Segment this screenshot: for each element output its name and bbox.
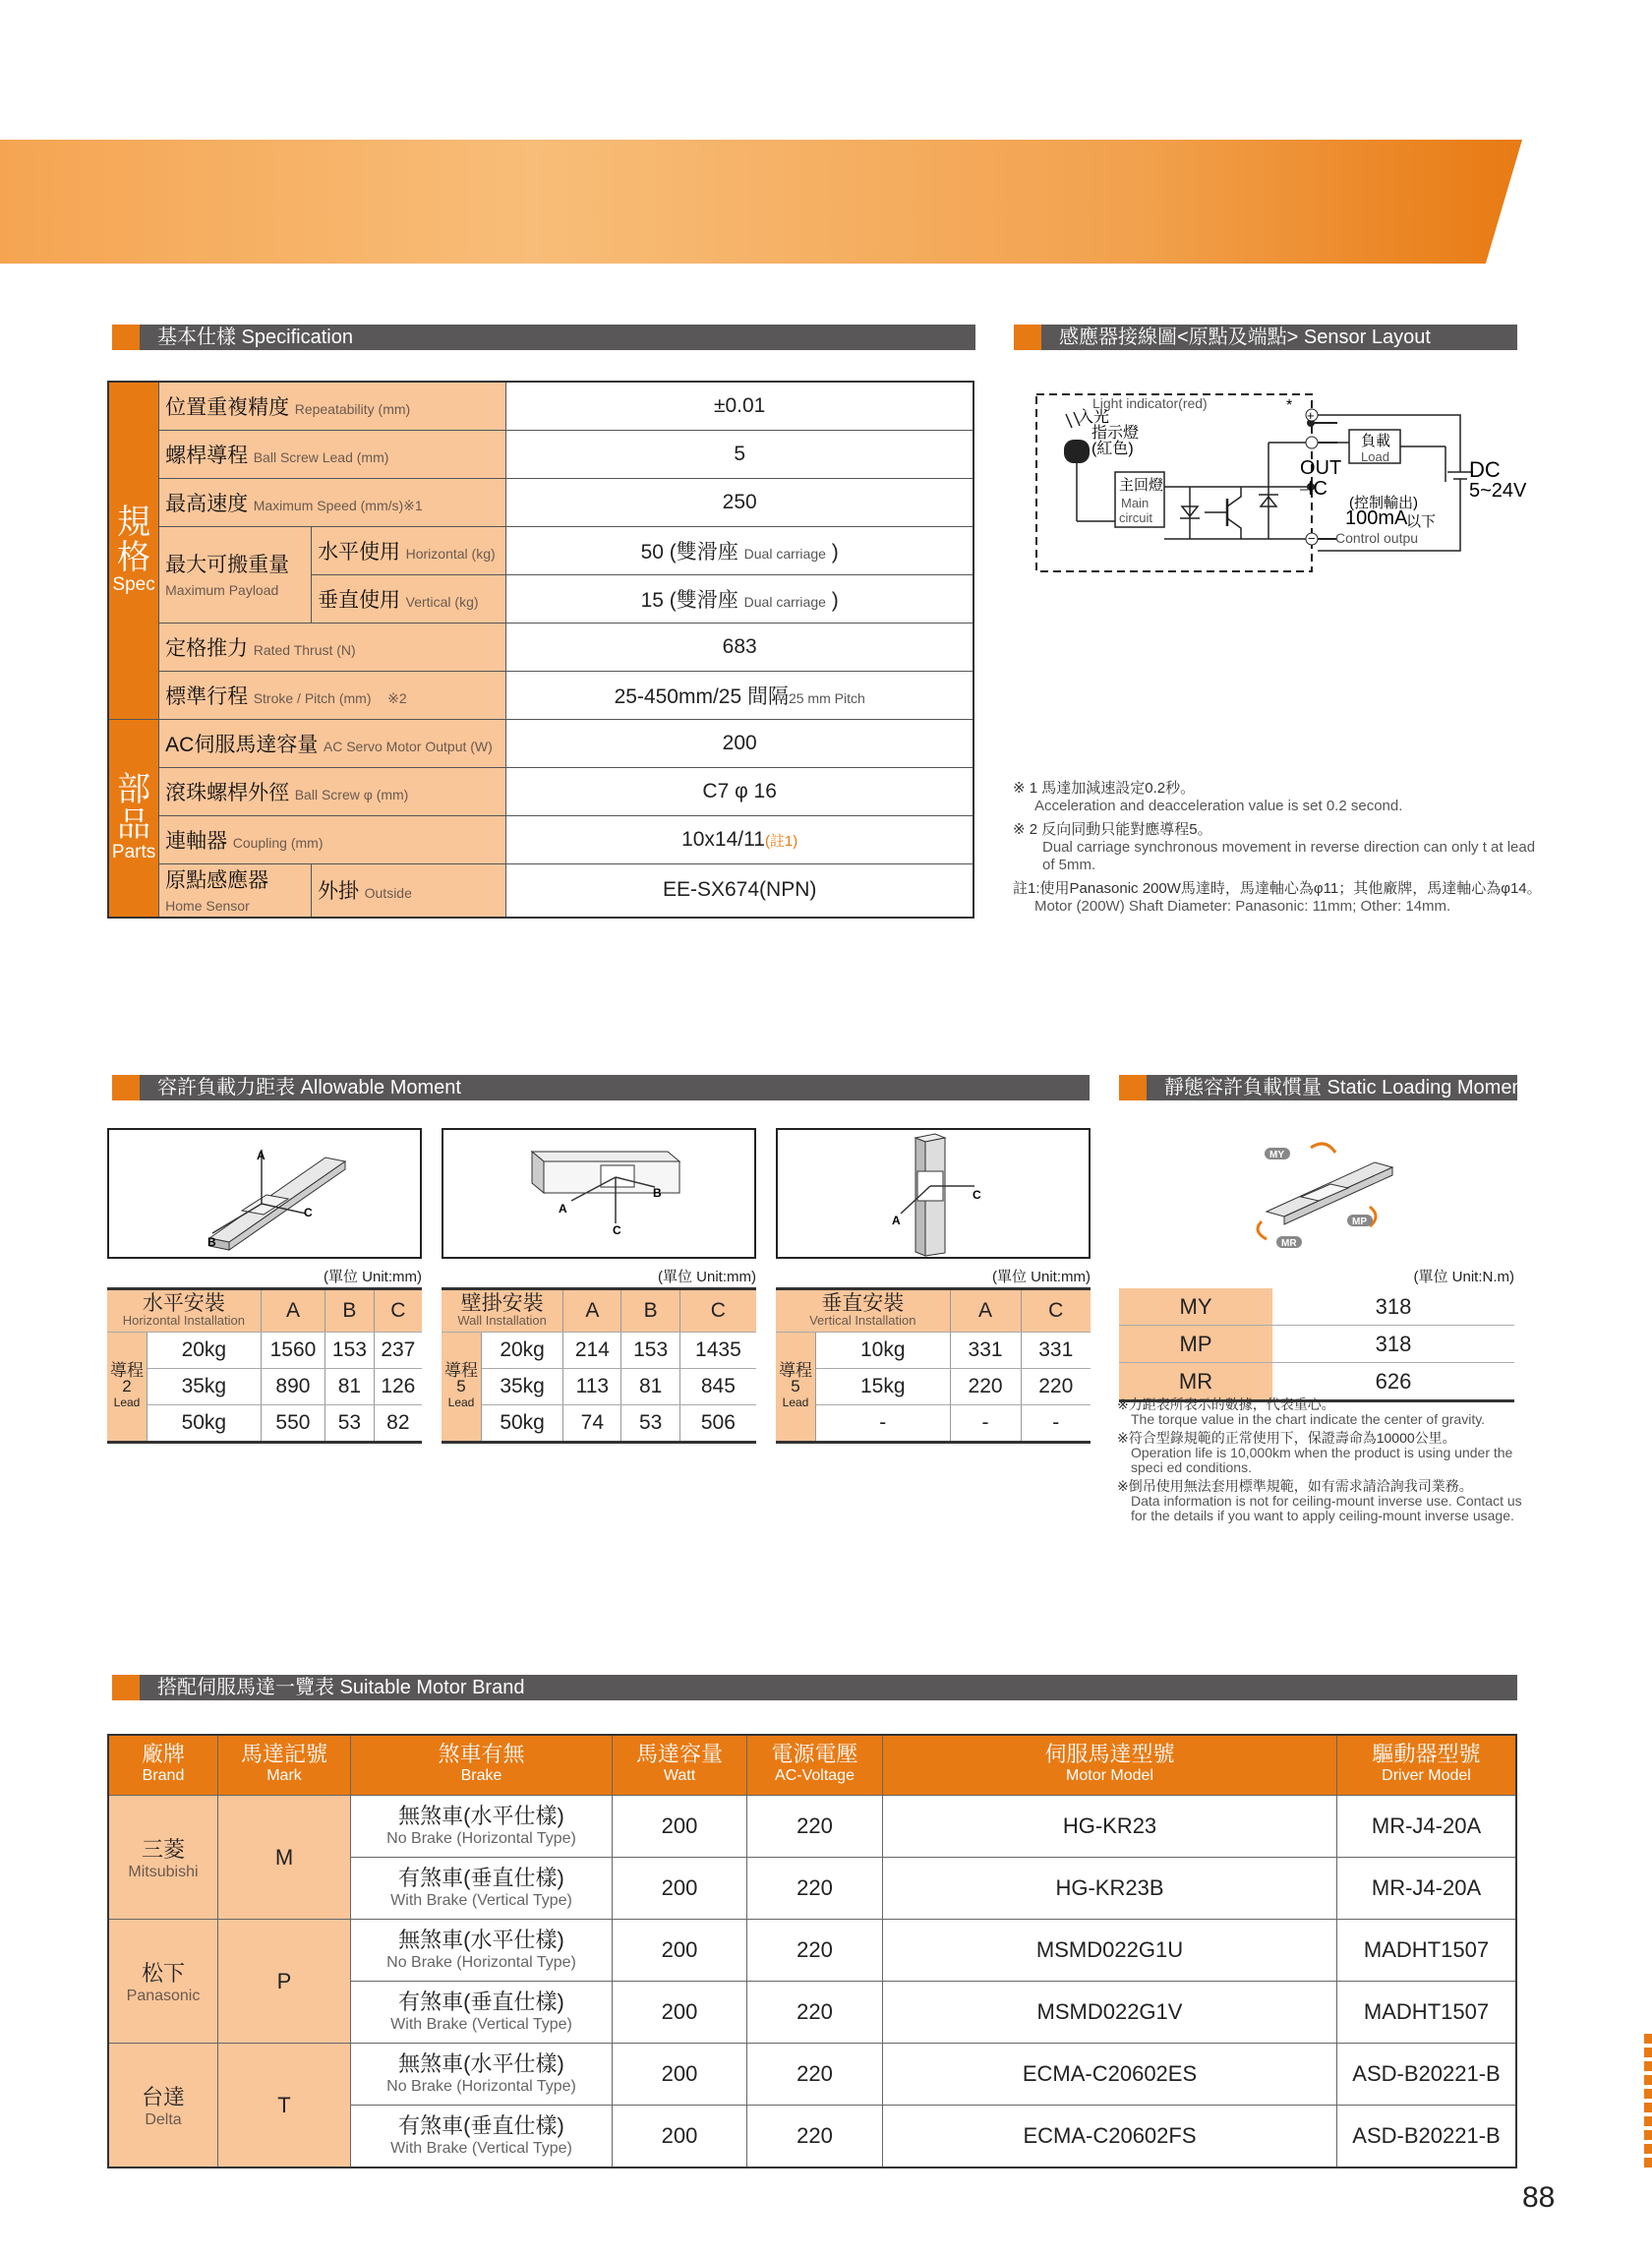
column-header: A xyxy=(261,1289,325,1333)
spec-label: 原點感應器 Home Sensor xyxy=(159,863,312,918)
page-number: 88 xyxy=(1522,2181,1556,2214)
spec-value: EE-SX674(NPN) xyxy=(506,863,974,918)
wall-install-diagram xyxy=(442,1128,756,1259)
wall-moment-table xyxy=(442,1287,756,1444)
spec-label: 最高速度 Maximum Speed (mm/s)※1 xyxy=(159,478,506,526)
spec-value: ±0.01 xyxy=(506,382,974,430)
column-header: C xyxy=(374,1289,422,1333)
section-header-sensor xyxy=(1014,325,1517,350)
column-header: 煞車有無 Brake xyxy=(351,1735,613,1796)
column-header: 馬達容量 Watt xyxy=(613,1735,747,1796)
spec-label: 定格推力 Rated Thrust (N) xyxy=(159,623,506,671)
spec-value: 250 xyxy=(506,478,974,526)
column-header: 馬達記號 Mark xyxy=(218,1735,351,1796)
table-row: 有煞車(垂直仕樣) With Brake (Vertical Type) 200 220 ECMA-C20602FS ASD-B20221-B xyxy=(108,2106,1516,2168)
spec-sublabel: 水平使用 Horizontal (kg) xyxy=(312,526,506,574)
mark-cell: M xyxy=(218,1796,351,1920)
page-edge-tab xyxy=(1644,2034,1652,2171)
spec-value: 50 (雙滑座 Dual carriage ) xyxy=(506,526,974,574)
ic-label: IC xyxy=(1308,478,1328,500)
table-row: 三菱 Mitsubishi M 無煞車(水平仕樣) No Brake (Horizontal Type) 200 220 HG-KR23 MR-J4-20A xyxy=(108,1796,1516,1858)
column-header: 驅動器型號 Driver Model xyxy=(1337,1735,1517,1796)
table-row: 有煞車(垂直仕樣) With Brake (Vertical Type) 200 220 HG-KR23B MR-J4-20A xyxy=(108,1858,1516,1920)
svg-text:主回燈: 主回燈 xyxy=(1119,477,1164,494)
table-row: - - - xyxy=(776,1405,1091,1443)
section-header-static xyxy=(1119,1075,1529,1100)
spec-notes xyxy=(1013,780,1544,916)
column-header: 伺服馬達型號 Motor Model xyxy=(883,1735,1337,1796)
column-header: A xyxy=(950,1289,1021,1333)
table-row: 50kg 74 53 506 xyxy=(442,1405,756,1443)
svg-text:A: A xyxy=(892,1214,901,1227)
spec-label: 標準行程 Stroke / Pitch (mm) ※2 xyxy=(159,671,506,719)
parts-group-label: 部 品 Parts xyxy=(108,719,159,918)
svg-text:A: A xyxy=(257,1149,266,1162)
spec-value: 200 xyxy=(506,719,974,767)
spec-label: 螺桿導程 Ball Screw Lead (mm) xyxy=(159,430,506,478)
table-row: MR 626 xyxy=(1119,1363,1514,1401)
spec-group-label: 規 格 Spec xyxy=(108,382,159,719)
horizontal-install-diagram xyxy=(107,1128,422,1259)
spec-table xyxy=(107,381,974,919)
svg-text:指示燈: 指示燈 xyxy=(1092,425,1140,442)
column-header: B xyxy=(621,1289,679,1333)
table-header: 垂直安裝 Vertical Installation xyxy=(776,1289,950,1333)
table-row: 35kg 113 81 845 xyxy=(442,1369,756,1405)
table-row: 導程 5 Lead 10kg 331 331 xyxy=(776,1333,1091,1369)
table-header: 水平安裝 Horizontal Installation xyxy=(107,1289,261,1333)
table-row: 松下 Panasonic P 無煞車(水平仕樣) No Brake (Horizontal Type) 200 220 MSMD022G1U MADHT1507 xyxy=(108,1920,1516,1982)
note-item: ※ 2 反向同動只能對應導程5。 Dual carriage synchronous movement in reverse direction can only t at lead of 5mm. xyxy=(1013,821,1536,873)
unit-label: (單位 Unit:mm) xyxy=(324,1269,422,1285)
spec-label: AC伺服馬達容量 AC Servo Motor Output (W) xyxy=(159,719,506,767)
svg-text:Load: Load xyxy=(1361,449,1389,464)
spec-sublabel: 外掛 Outside xyxy=(312,863,506,918)
column-header: A xyxy=(563,1289,621,1333)
note-item: 註1:使用Panasonic 200W馬達時，馬達軸心為φ11；其他廠牌，馬達軸心為φ14。 Motor (200W) Shaft Diameter: Panasonic: 11mm; Other: 14mm. xyxy=(1013,880,1542,915)
lead-label: 導程 5 Lead xyxy=(776,1333,816,1443)
section-title: 搭配伺服馬達一覽表 Suitable Motor Brand xyxy=(157,1677,525,1698)
unit-label: (單位 Unit:mm) xyxy=(992,1269,1091,1285)
table-row: 有煞車(垂直仕樣) With Brake (Vertical Type) 200 220 MSMD022G1V MADHT1507 xyxy=(108,1982,1516,2044)
section-title: 靜態容許負載慣量 Static Loading Moment xyxy=(1164,1077,1529,1099)
svg-text:+: + xyxy=(1307,408,1315,423)
static-moment-diagram xyxy=(1119,1128,1514,1259)
note-item: ※ 1 馬達加減速設定0.2秒。 Acceleration and deacceleration value is set 0.2 second. xyxy=(1013,780,1403,814)
column-header: C xyxy=(679,1289,756,1333)
svg-text:circuit: circuit xyxy=(1119,510,1152,525)
section-title: 基本仕樣 Specification xyxy=(157,327,353,348)
spec-label: 位置重複精度 Repeatability (mm) xyxy=(159,382,506,430)
brand-cell: 松下 Panasonic xyxy=(108,1920,218,2044)
sensor-wiring-diagram xyxy=(1032,388,1544,585)
table-row: 35kg 890 81 126 xyxy=(107,1369,422,1405)
table-row: 15kg 220 220 xyxy=(776,1369,1091,1405)
table-row: MP 318 xyxy=(1119,1326,1514,1363)
spec-sublabel: 垂直使用 Vertical (kg) xyxy=(312,574,506,623)
brand-cell: 三菱 Mitsubishi xyxy=(108,1796,218,1920)
out-label: OUT xyxy=(1300,457,1342,479)
horizontal-moment-table xyxy=(107,1287,422,1444)
spec-value: 683 xyxy=(506,623,974,671)
table-row: 台達 Delta T 無煞車(水平仕樣) No Brake (Horizontal Type) 200 220 ECMA-C20602ES ASD-B20221-B xyxy=(108,2044,1516,2106)
svg-text:B: B xyxy=(207,1235,216,1249)
note-item: ※倒吊使用無法套用標準規範，如有需求請洽詢我司業務。 Data information is not for ceiling-mount inverse use. Contact us for the details if you want to apply ceiling-mount inverse usage. xyxy=(1117,1478,1522,1523)
column-header: 廠牌 Brand xyxy=(108,1735,218,1796)
note-item: ※符合型錄規範的正常使用下，保證壽命為10000公里。 Operation life is 10,000km when the product is using under the speci ed conditions. xyxy=(1117,1430,1513,1475)
lead-label: 導程 5 Lead xyxy=(442,1333,482,1443)
spec-label: 滾珠螺桿外徑 Ball Screw φ (mm) xyxy=(159,767,506,815)
svg-text:入光: 入光 xyxy=(1078,409,1110,426)
svg-text:C: C xyxy=(304,1206,313,1219)
section-header-moment xyxy=(112,1075,1090,1100)
svg-text:Main: Main xyxy=(1121,496,1150,510)
svg-text:C: C xyxy=(973,1188,981,1202)
light-indicator-label: Light indicator(red) xyxy=(1092,395,1208,411)
svg-text:MY: MY xyxy=(1269,1150,1284,1160)
table-header: 壁掛安裝 Wall Installation xyxy=(442,1289,563,1333)
svg-text:Control outpu: Control outpu xyxy=(1335,530,1419,546)
table-row: MY 318 xyxy=(1119,1288,1514,1326)
static-notes xyxy=(1117,1397,1530,1523)
column-header: B xyxy=(325,1289,374,1333)
indicator-lamp-icon xyxy=(1064,440,1090,463)
section-title: 感應器接線圖<原點及端點> Sensor Layout xyxy=(1059,327,1431,348)
mark-cell: P xyxy=(218,1920,351,2044)
svg-text:MR: MR xyxy=(1281,1238,1297,1249)
vertical-moment-table xyxy=(776,1287,1091,1444)
header-banner xyxy=(0,140,1522,264)
section-header-motor xyxy=(112,1675,1517,1700)
svg-text:100mA: 100mA xyxy=(1345,507,1408,529)
svg-text:*: * xyxy=(1286,397,1293,414)
table-row: 導程 5 Lead 20kg 214 153 1435 xyxy=(442,1333,756,1369)
mark-cell: T xyxy=(218,2044,351,2168)
spec-value: 10x14/11(註1) xyxy=(506,815,974,863)
vertical-install-diagram xyxy=(776,1128,1091,1259)
note-item: ※力距表所表示的數據，代表重心。 The torque value in the chart indicate the center of gravity. xyxy=(1117,1396,1486,1427)
unit-label: (單位 Unit:mm) xyxy=(658,1269,756,1285)
unit-label: (單位 Unit:N.m) xyxy=(1413,1269,1514,1285)
spec-label: 連軸器 Coupling (mm) xyxy=(159,815,506,863)
dc-label: DC xyxy=(1469,457,1501,482)
svg-text:A: A xyxy=(559,1202,567,1216)
spec-value: 5 xyxy=(506,430,974,478)
svg-text:MP: MP xyxy=(1352,1217,1367,1227)
section-header-spec xyxy=(112,325,975,350)
svg-text:以下: 以下 xyxy=(1406,513,1437,530)
static-moment-table xyxy=(1119,1288,1514,1402)
column-header: 電源電壓 AC-Voltage xyxy=(747,1735,883,1796)
spec-value: 25-450mm/25 間隔25 mm Pitch xyxy=(506,671,974,719)
motor-brand-table xyxy=(107,1734,1517,2168)
svg-text:−: − xyxy=(1308,531,1316,546)
brand-cell: 台達 Delta xyxy=(108,2044,218,2168)
svg-text:負載: 負載 xyxy=(1361,433,1391,449)
svg-text:(控制輸出): (控制輸出) xyxy=(1349,495,1418,511)
section-title: 容許負載力距表 Allowable Moment xyxy=(157,1077,461,1099)
svg-text:C: C xyxy=(613,1223,621,1237)
spec-label: 最大可搬重量 Maximum Payload xyxy=(159,526,312,623)
lead-label: 導程 2 Lead xyxy=(107,1333,148,1443)
column-header: C xyxy=(1021,1289,1091,1333)
voltage-label: 5~24V xyxy=(1469,480,1527,502)
svg-text:B: B xyxy=(653,1186,662,1200)
table-row: 導程 2 Lead 20kg 1560 153 237 xyxy=(107,1333,422,1369)
svg-text:(紅色): (紅色) xyxy=(1092,441,1134,457)
table-row: 50kg 550 53 82 xyxy=(107,1405,422,1443)
spec-value: C7 φ 16 xyxy=(506,767,974,815)
spec-value: 15 (雙滑座 Dual carriage ) xyxy=(506,574,974,623)
